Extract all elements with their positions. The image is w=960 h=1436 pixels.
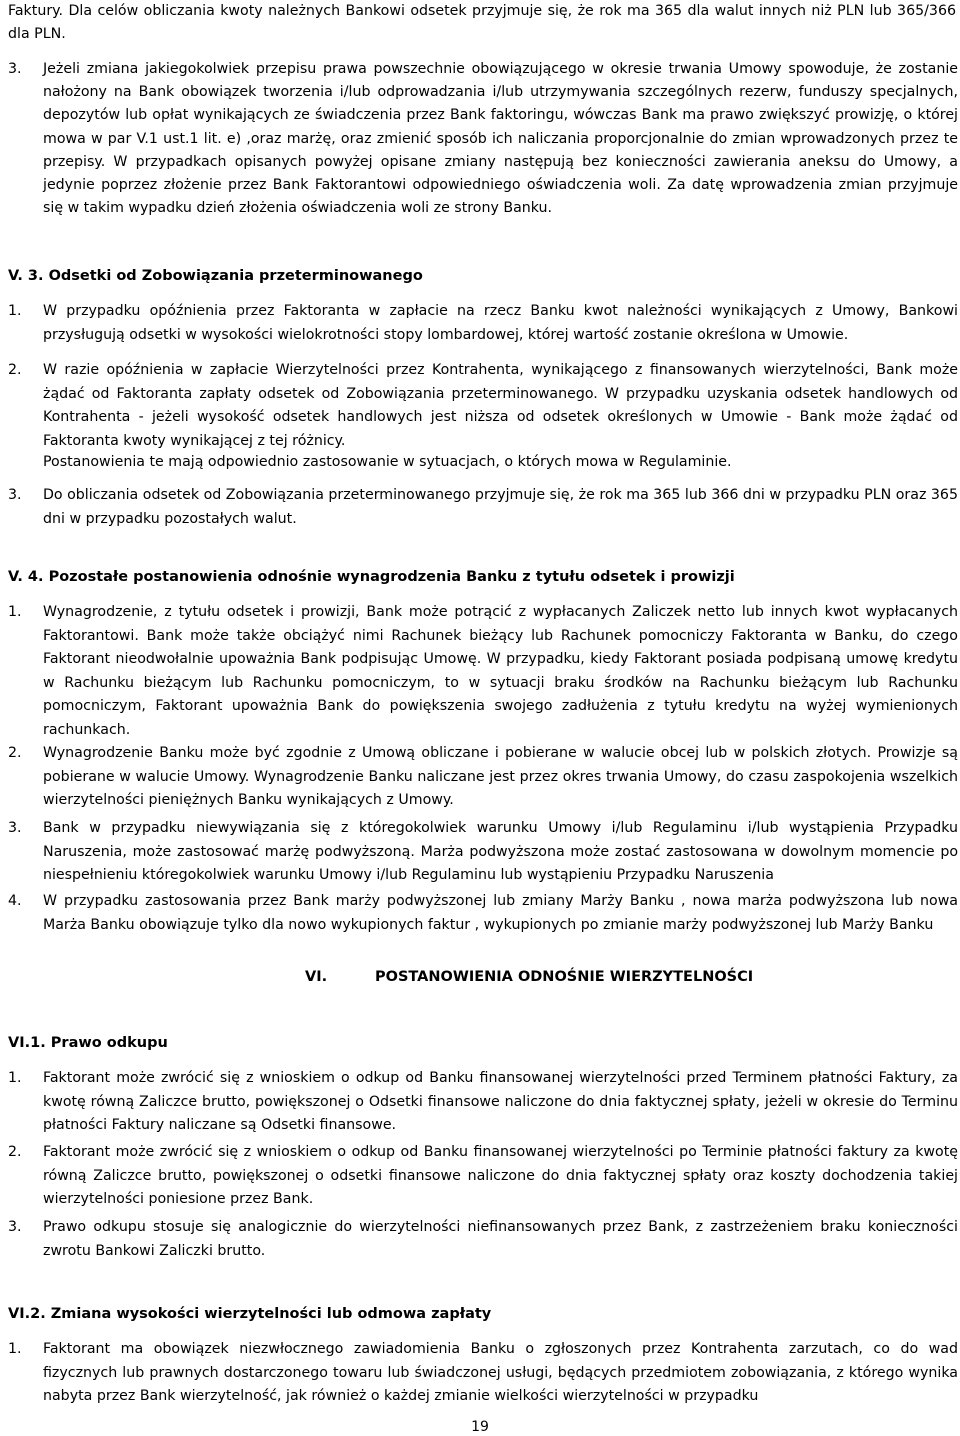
item-text: Faktorant ma obowiązek niezwłocznego zawiadomienia Banku o zgłoszonych przez Kontrahenta zarzutach, co do wad fizycznych lub prawnych dostarczonego towaru lub świadczonej usługi, będących przedmiotem zobowiązania, z którego wynika nabyta przez Bank wierzytelność, jak również o każdej zmianie wielkości wierzytelności w przypadku [43, 1341, 958, 1404]
list-item [8, 1338, 958, 1409]
section-number: VI.1. [8, 1035, 46, 1051]
item-text: Prawo odkupu stosuje się analogicznie do wierzytelności niefinansowanych przez Bank, z zastrzeżeniem braku konieczności zwrotu Bankowi Zaliczki brutto. [43, 1219, 958, 1259]
item-number: 1. [8, 303, 22, 319]
section-number: V. 4. [8, 569, 44, 585]
section-heading [8, 1035, 168, 1051]
item-text: Jeżeli zmiana jakiegokolwiek przepisu prawa powszechnie obowiązującego w okresie trwania Umowy spowoduje, że zostanie nałożony na Bank obowiązek tworzenia i/lub odprowadzania i/lub utrzymywania szczególnych rezerw, funduszy specjalnych, depozytów lub opłat wynikających ze świadczenia przez Bank faktoringu, wówczas Bank ma prawo zwiększyć prowizję, o której mowa w par V.1 ust.1 lit. e) ,oraz marżę, oraz zmienić sposób ich naliczania proporcjonalnie do zmian wprowadzonych przez te przepisy. W przypadkach opisanych powyżej opisane zmiany następują bez konieczności zawierania aneksu do Umowy, a jedynie poprzez złożenie przez Bank Faktorantowi odpowiedniego oświadczenia woli. Za datę wprowadzenia zmian przyjmuje się w takim wypadku dzień złożenia oświadczenia woli ze strony Banku. [43, 61, 958, 217]
item-number: 1. [8, 1070, 22, 1086]
page-number: 19 [471, 1419, 489, 1435]
list-item [8, 817, 958, 888]
chapter-title [305, 969, 753, 985]
list-item [8, 484, 958, 531]
section-title: Odsetki od Zobowiązania przeterminowanego [48, 268, 423, 284]
item-number: 3. [8, 820, 22, 836]
item-number: 4. [8, 893, 22, 909]
list-item [8, 742, 958, 813]
list-item [8, 601, 958, 742]
list-item [8, 890, 958, 937]
item-number: 3. [8, 487, 22, 503]
item-text: W przypadku opóźnienia przez Faktoranta w zapłacie na rzecz Banku kwot należności wynikających z Umowy, Bankowi przysługują odsetki w wysokości wielokrotności stopy lombardowej, której wartość zostanie określona w Umowie. [43, 303, 958, 343]
item-text: Bank w przypadku niewywiązania się z któregokolwiek warunku Umowy i/lub Regulaminu i/lub wystąpienia Przypadku Naruszenia, może zastosować marżę podwyższoną. Marża podwyższona może zostać zastosowana w dowolnym momencie po niespełnieniu któregokolwiek warunku Umowy i/lub Regulaminu lub wystąpieniu Przypadku Naruszenia [43, 820, 958, 883]
list-item [8, 58, 958, 220]
chapter-title-text: POSTANOWIENIA ODNOŚNIE WIERZYTELNOŚCI [375, 969, 754, 985]
section-title: Zmiana wysokości wierzytelności lub odmowa zapłaty [50, 1306, 492, 1322]
item-number: 3. [8, 1219, 22, 1235]
list-item [8, 1067, 958, 1138]
paragraph-note: Postanowienia te mają odpowiednio zastosowanie w sytuacjach, o których mowa w Regulaminie. [43, 454, 732, 470]
list-item [8, 359, 958, 453]
item-number: 2. [8, 1144, 22, 1160]
item-text: Wynagrodzenie, z tytułu odsetek i prowizji, Bank może potrącić z wypłacanych Zaliczek netto lub innych kwot wypłacanych Faktorantowi. Bank może także obciążyć nimi Rachunek bieżący lub Rachunek pomocniczy Faktoranta w Banku, do czego Faktorant nieodwołalnie upoważnia Bank podpisując Umowę. W przypadku, kiedy Faktorant posiada podpisaną umowę kredytu w Rachunku bieżącym lub Rachunku pomocniczym, to w sytuacji braku środków na Rachunku bieżącym lub Rachunku pomocniczym, Faktorant upoważnia Bank do powiększenia swojego zadłużenia z tytułu kredytu na wyżej wymienionych rachunkach. [43, 604, 958, 738]
chapter-number: VI. [305, 969, 328, 985]
paragraph-continuation: Faktury. Dla celów obliczania kwoty należnych Bankowi odsetek przyjmuje się, że rok ma 365 dla walut innych niż PLN lub 365/366 dla PLN. [8, 3, 956, 42]
section-heading [8, 569, 735, 585]
list-item [8, 300, 958, 347]
section-title: Pozostałe postanowienia odnośnie wynagrodzenia Banku z tytułu odsetek i prowizji [48, 569, 735, 585]
item-text: W razie opóźnienia w zapłacie Wierzytelności przez Kontrahenta, wynikającego z finansowanych wierzytelności, Bank może żądać od Faktoranta zapłaty odsetek od Zobowiązania przeterminowanego. W przypadku uzyskania odsetek handlowych od Kontrahenta - jeżeli wysokość odsetek handlowych jest niższa od odsetek określonych w Umowie - Bank może żądać od Faktoranta kwoty wynikającej z tej różnicy. [43, 362, 958, 449]
section-number: V. 3. [8, 268, 44, 284]
item-number: 1. [8, 1341, 22, 1357]
section-heading [8, 268, 423, 284]
item-text: Do obliczania odsetek od Zobowiązania przeterminowanego przyjmuje się, że rok ma 365 lub 366 dni w przypadku PLN oraz 365 dni w przypadku pozostałych walut. [43, 487, 958, 527]
list-item [8, 1216, 958, 1263]
item-text: Wynagrodzenie Banku może być zgodnie z Umową obliczane i pobierane w walucie obcej lub w polskich złotych. Prowizje są pobierane w walucie Umowy. Wynagrodzenie Banku naliczane jest przez okres trwania Umowy, do czasu zaspokojenia wszelkich wierzytelności pieniężnych Banku wynikających z Umowy. [43, 745, 958, 808]
section-number: VI.2. [8, 1306, 46, 1322]
section-title: Prawo odkupu [50, 1035, 168, 1051]
item-text: W przypadku zastosowania przez Bank marży podwyższonej lub zmiany Marży Banku , nowa marża podwyższona lub nowa Marża Banku obowiązuje tylko dla nowo wykupionych faktur , wykupionych po zmianie marży podwyższonej lub Marży Banku [43, 893, 958, 933]
item-number: 1. [8, 604, 22, 620]
item-number: 2. [8, 745, 22, 761]
item-text: Faktorant może zwrócić się z wnioskiem o odkup od Banku finansowanej wierzytelności przed Terminem płatności Faktury, za kwotę równą Zaliczce brutto, powiększonej o Odsetki finansowe naliczone do dnia faktycznej spłaty, jeżeli w okresie do Terminu płatności Faktury naliczane są Odsetki finansowe. [43, 1070, 958, 1133]
section-heading [8, 1306, 491, 1322]
item-number: 2. [8, 362, 22, 378]
item-number: 3. [8, 61, 22, 77]
item-text: Faktorant może zwrócić się z wnioskiem o odkup od Banku finansowanej wierzytelności po Terminie płatności faktury za kwotę równą Zaliczce brutto, powiększonej o odsetki finansowe naliczone do dnia faktycznej spłaty oraz koszty dochodzenia takiej wierzytelności poniesione przez Bank. [43, 1144, 958, 1207]
list-item [8, 1141, 958, 1212]
